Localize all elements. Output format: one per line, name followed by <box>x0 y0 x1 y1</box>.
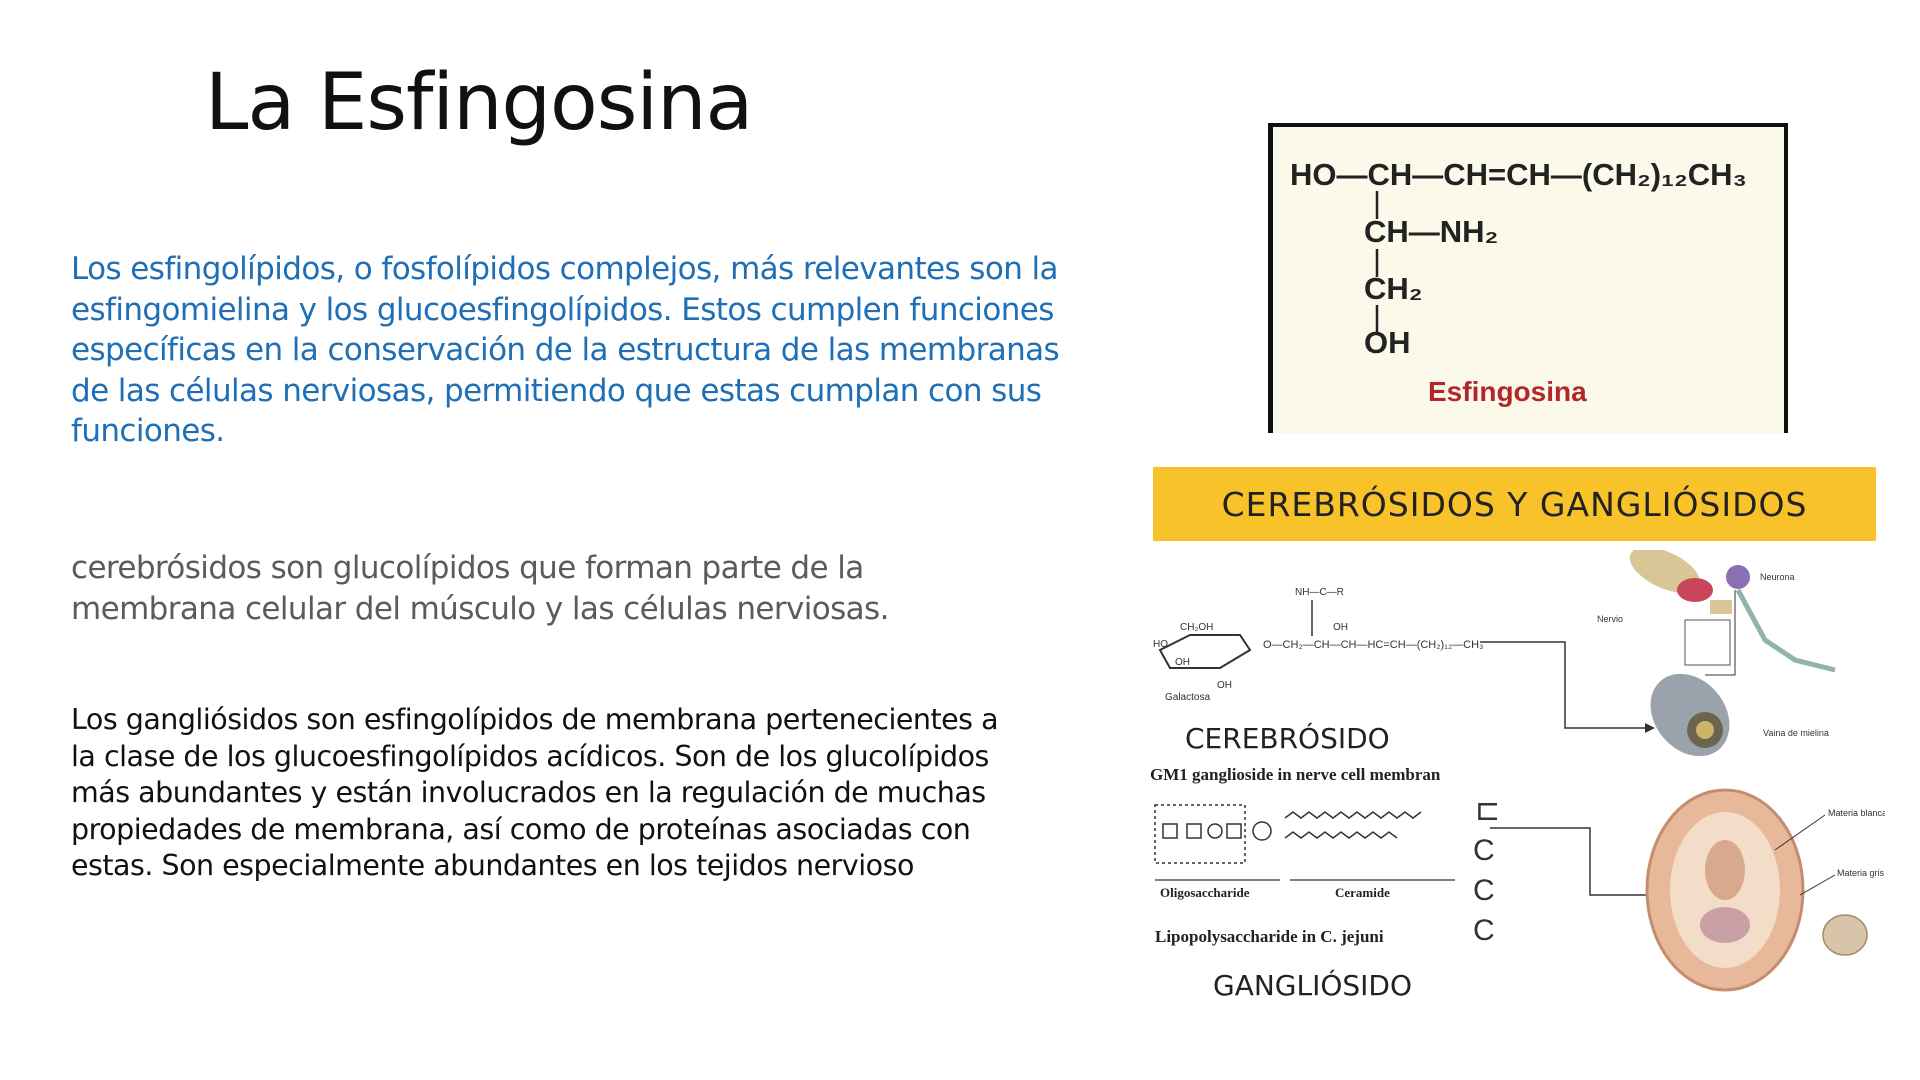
slide-title: La Esfingosina <box>205 58 753 148</box>
ch2oh-text: CH₂OH <box>1180 622 1214 633</box>
skull-icon <box>1823 915 1867 955</box>
vaina-label: Vaina de mielina <box>1763 728 1829 738</box>
sphingosine-structure-figure <box>1268 123 1788 433</box>
lipid-diagram-svg <box>1145 550 1885 1010</box>
nerve-segment <box>1710 600 1732 614</box>
nervio-label: Nervio <box>1597 614 1624 624</box>
formula-hydroxyl-row: OH <box>1364 325 1411 360</box>
arrow-head <box>1645 723 1655 733</box>
sugar-circle <box>1253 822 1271 840</box>
oligosaccharide-label: Oligosaccharide <box>1160 885 1250 900</box>
cropped-glyphs: ⊏ <box>1475 794 1501 827</box>
cropped-glyphs: C <box>1473 834 1495 867</box>
lipid-diagram <box>1145 550 1885 1010</box>
amide-formula: NH—C—R <box>1295 587 1344 598</box>
arrow-line <box>1480 642 1645 728</box>
materia-blanca-label: Materia blanca <box>1828 808 1885 818</box>
sugar-square <box>1227 824 1241 838</box>
cerebroside-chain-formula: O—CH₂—CH—CH—HC=CH—(CH₂)₁₂—CH₃ <box>1263 639 1484 651</box>
brain-illustration <box>1647 790 1885 990</box>
materia-gris-label: Materia gris <box>1837 868 1885 878</box>
lipids-banner <box>1153 467 1876 541</box>
axon-core <box>1696 721 1714 739</box>
brainstem-area <box>1700 907 1750 943</box>
sphingosine-caption: Esfingosina <box>1428 376 1587 407</box>
formula-methylene-row: CH₂ <box>1364 271 1423 306</box>
fatty-chain <box>1285 812 1421 818</box>
cerebrosides-paragraph: cerebrósidos son glucolípidos que forman parte de la membrana celular del músculo y las células nerviosas. <box>71 550 889 627</box>
cropped-glyphs: C <box>1473 914 1495 947</box>
sugar-square <box>1187 824 1201 838</box>
cropped-glyphs: C <box>1473 874 1495 907</box>
galactose-ring <box>1160 635 1250 668</box>
gangliosides-paragraph: Los gangliósidos son esfingolípidos de membrana pertenecientes a la clase de los glucoesfingolípidos acídicos. Son de los glucolípidos más abundantes y están involucrados en la regulación de muchas propiedades de membrana, así como de proteínas asociadas con estas. Son especialmente abundantes en los tejidos nervioso <box>71 703 999 882</box>
oh-text: OH <box>1175 657 1190 668</box>
arrow-line <box>1490 828 1665 895</box>
ganglioside-label: GANGLIÓSIDO <box>1213 969 1413 1002</box>
gm1-title: GM1 ganglioside in nerve cell membran <box>1150 765 1441 784</box>
fatty-chain <box>1285 832 1397 838</box>
pointer-line <box>1800 875 1835 895</box>
formula-amine-row: CH—NH₂ <box>1364 214 1499 249</box>
neuron-body <box>1726 565 1750 589</box>
oh-text: OH <box>1217 680 1232 691</box>
sugar-circle <box>1208 824 1222 838</box>
neurona-label: Neurona <box>1760 572 1795 582</box>
lps-label: Lipopolysaccharide in C. jejuni <box>1155 927 1384 946</box>
nerve-fiber <box>1677 578 1713 602</box>
galactose-label: Galactosa <box>1165 692 1211 703</box>
axon <box>1738 590 1835 670</box>
intro-paragraph: Los esfingolípidos, o fosfolípidos complejos, más relevantes son la esfingomielina y los glucoesfingolípidos. Estos cumplen funciones específicas en la conservación de la estructura de las membranas de las células nerviosas, permitiendo que estas cumplan con sus funciones. <box>71 251 1060 449</box>
neuron-illustration <box>1597 550 1835 772</box>
oh-text: OH <box>1333 622 1348 633</box>
banner-title: CEREBRÓSIDOS Y GANGLIÓSIDOS <box>1221 484 1808 524</box>
sugar-square <box>1163 824 1177 838</box>
ho-text: HO <box>1153 639 1168 650</box>
zoom-frame <box>1685 620 1730 665</box>
sphingosine-structure-svg <box>1273 127 1784 433</box>
ceramide-label: Ceramide <box>1335 885 1390 900</box>
oligosaccharide-box <box>1155 805 1245 863</box>
formula-main-chain: HO—CH—CH=CH—(CH₂)₁₂CH₃ <box>1290 157 1747 192</box>
ventricle <box>1705 840 1745 900</box>
cerebroside-label: CEREBRÓSIDO <box>1185 722 1390 755</box>
